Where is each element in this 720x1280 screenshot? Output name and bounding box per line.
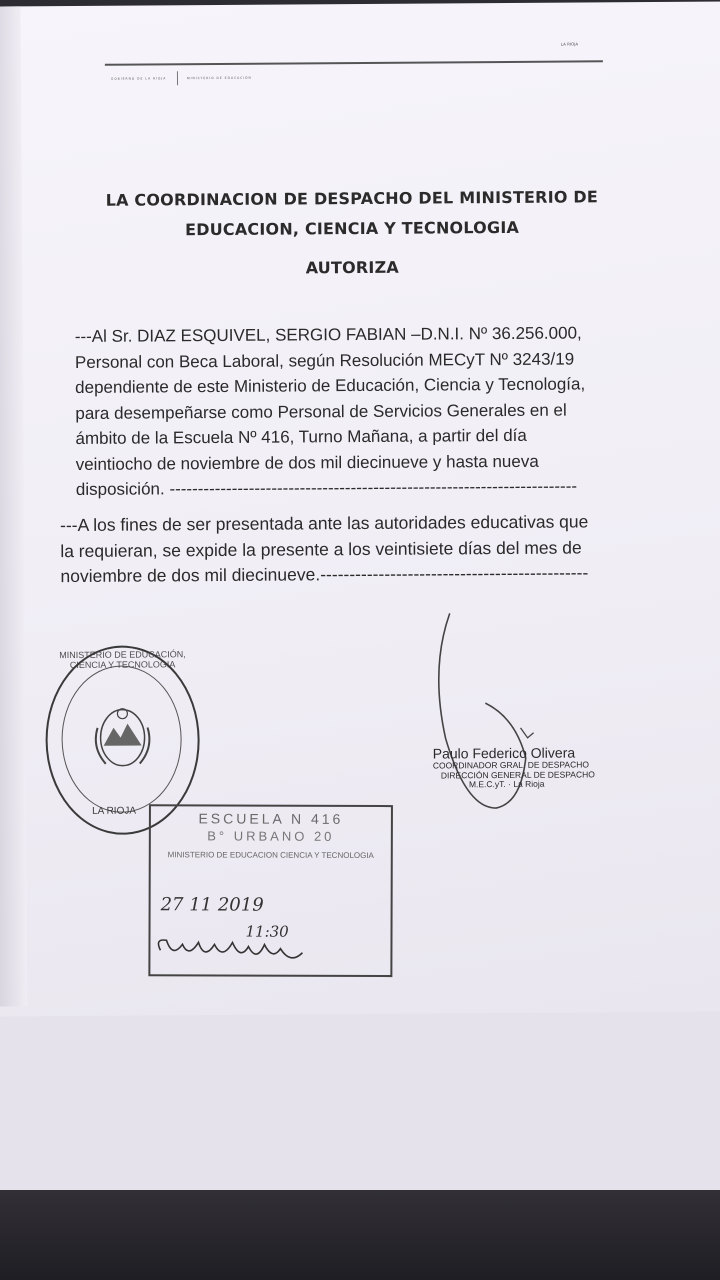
heading-autoriza: AUTORIZA [305, 257, 400, 278]
paragraph1-line: para desempeñarse como Personal de Servicios Generales en el [75, 400, 567, 423]
la-rioja-logo [561, 40, 578, 47]
authorization-paragraph [75, 320, 636, 502]
seal-bottom-text: LA RIOJA [92, 805, 137, 817]
issuance-paragraph [60, 509, 641, 590]
signature-block [433, 744, 595, 790]
paragraph1-line: ámbito de la Escuela Nº 416, Turno Mañana, a partir del día [75, 425, 527, 448]
government-logo-text: GOBIERNO DE LA RIOJA [110, 76, 167, 81]
signatory-entity: M.E.C.yT. · La Rioja [468, 778, 545, 790]
letterhead-separator [177, 71, 178, 85]
stamp-address: B° URBANO 20 [207, 828, 335, 844]
underlying-sheet [0, 990, 720, 1190]
stamp-ministry: MINISTERIO DE EDUCACION CIENCIA Y TECNOLOGIA [167, 850, 374, 861]
stamp-received-date: 27 11 2019 [160, 894, 264, 916]
paragraph2-line: noviembre de dos mil diecinueve.---------------------------------------------- [60, 562, 589, 587]
ministry-logo [187, 75, 252, 81]
page-edge-shadow [0, 6, 27, 1006]
government-logo [111, 75, 166, 81]
la-rioja-logo-text: LA RIOJA [560, 41, 579, 47]
paragraph1-line: veintiocho de noviembre de dos mil diecinueve y hasta nueva [75, 451, 539, 474]
paragraph1-line: Personal con Beca Laboral, según Resolución MECyT Nº 3243/19 [74, 349, 575, 372]
heading-line-2: EDUCACION, CIENCIA Y TECNOLOGIA [184, 217, 520, 240]
receiver-signature-scribble [152, 930, 322, 971]
paragraph1-line: dependiente de este Ministerio de Educación, Ciencia y Tecnología, [75, 374, 586, 397]
signatory-title: COORDINADOR GRAL. DE DESPACHO [432, 759, 589, 771]
heading-line-1: LA COORDINACION DE DESPACHO DEL MINISTERIO DE [105, 187, 599, 210]
stamp-received-time: 11:30 [245, 922, 289, 941]
seal-arc-text: MINISTERIO DE EDUCACIÓN, CIENCIA Y TECNOLOGIA [59, 649, 186, 671]
paragraph2-line: la requieran, se expide la presente a los veintisiete días del mes de [60, 536, 582, 561]
document-page [0, 1, 720, 1016]
signatory-office: DIRECCIÓN GENERAL DE DESPACHO [440, 768, 595, 780]
paragraph2-line: ---A los fines de ser presentada ante las autoridades educativas que [60, 511, 589, 536]
stamp-school-name: ESCUELA N 416 [198, 810, 344, 827]
ministry-logo-text: MINISTERIO DE EDUCACIÓN [186, 75, 252, 81]
signatory-name: Paulo Federico Olivera [432, 744, 576, 762]
school-reception-stamp [148, 804, 393, 977]
letterhead-rule [105, 60, 603, 65]
paragraph1-line: disposición. ------------------------------------------------------------------------ [75, 476, 578, 499]
paragraph1-line: ---Al Sr. DIAZ ESQUIVEL, SERGIO FABIAN –D.N.I. Nº 36.256.000, [74, 323, 582, 346]
